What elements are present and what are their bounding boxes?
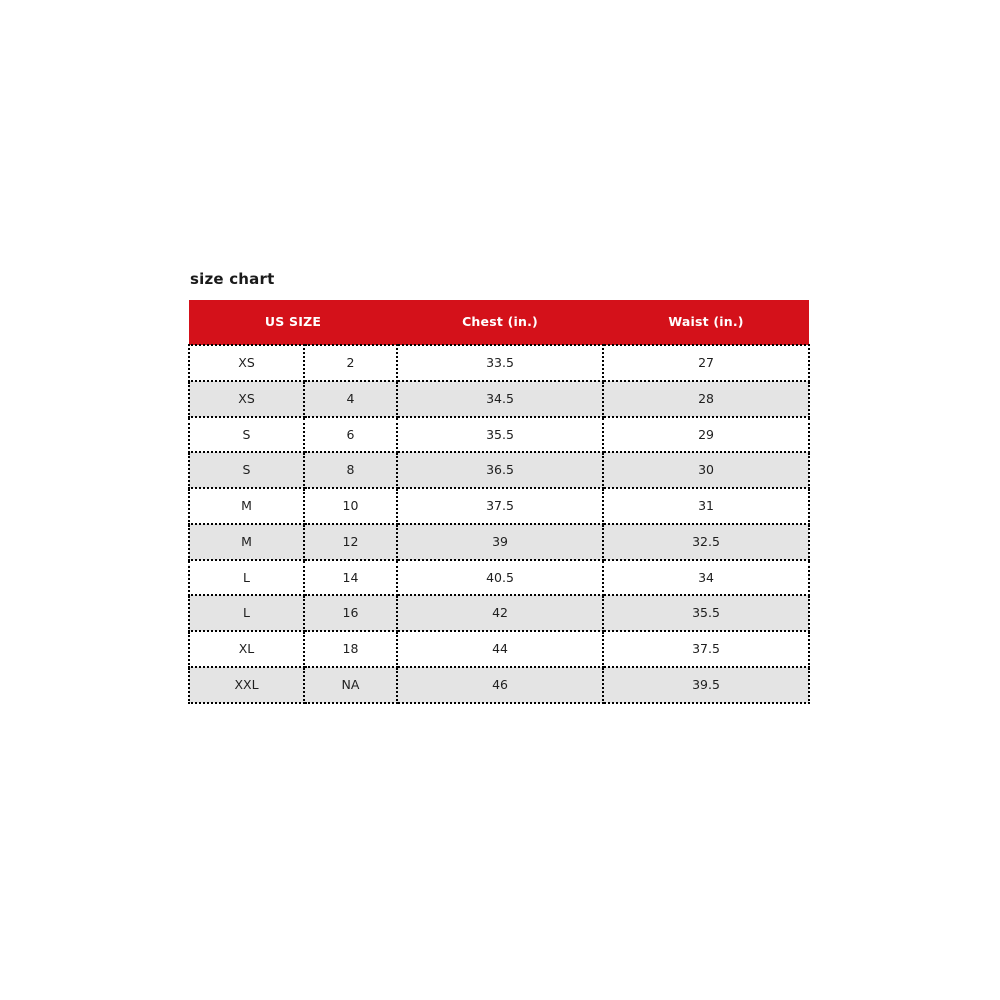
table-header: [189, 300, 809, 345]
table-row: [189, 417, 809, 453]
cell-waist: 37.5: [603, 631, 809, 667]
cell-size-number: 14: [304, 560, 397, 596]
cell-waist: 28: [603, 381, 809, 417]
cell-size-letter: L: [189, 560, 304, 596]
cell-size-letter: M: [189, 524, 304, 560]
page-title: size chart: [190, 270, 275, 288]
cell-size-number: 4: [304, 381, 397, 417]
cell-size-number: NA: [304, 667, 397, 703]
cell-chest: 40.5: [397, 560, 603, 596]
cell-size-number: 2: [304, 345, 397, 381]
header-row: [189, 300, 809, 345]
cell-size-letter: S: [189, 452, 304, 488]
cell-size-letter: XS: [189, 381, 304, 417]
table-row: [189, 667, 809, 703]
cell-size-letter: L: [189, 595, 304, 631]
table-row: [189, 488, 809, 524]
cell-waist: 29: [603, 417, 809, 453]
table-row: [189, 345, 809, 381]
cell-size-letter: XS: [189, 345, 304, 381]
cell-chest: 37.5: [397, 488, 603, 524]
cell-chest: 42: [397, 595, 603, 631]
cell-chest: 36.5: [397, 452, 603, 488]
table-row: [189, 381, 809, 417]
cell-waist: 39.5: [603, 667, 809, 703]
table-row: [189, 595, 809, 631]
cell-size-number: 12: [304, 524, 397, 560]
cell-chest: 46: [397, 667, 603, 703]
cell-waist: 34: [603, 560, 809, 596]
cell-waist: 35.5: [603, 595, 809, 631]
cell-size-letter: S: [189, 417, 304, 453]
cell-waist: 32.5: [603, 524, 809, 560]
cell-size-number: 10: [304, 488, 397, 524]
cell-size-letter: M: [189, 488, 304, 524]
cell-chest: 33.5: [397, 345, 603, 381]
size-chart-container: [188, 270, 808, 704]
column-header-chest: Chest (in.): [397, 300, 603, 345]
table-row: [189, 560, 809, 596]
cell-waist: 27: [603, 345, 809, 381]
cell-size-number: 16: [304, 595, 397, 631]
table-row: [189, 631, 809, 667]
cell-chest: 44: [397, 631, 603, 667]
cell-size-number: 8: [304, 452, 397, 488]
column-header-waist: Waist (in.): [603, 300, 809, 345]
size-chart-table: [188, 300, 810, 704]
table-row: [189, 524, 809, 560]
table-body: [189, 345, 809, 703]
cell-chest: 39: [397, 524, 603, 560]
cell-size-letter: XXL: [189, 667, 304, 703]
table-row: [189, 452, 809, 488]
cell-waist: 30: [603, 452, 809, 488]
cell-size-letter: XL: [189, 631, 304, 667]
column-header-us-size: US SIZE: [189, 300, 397, 345]
cell-size-number: 18: [304, 631, 397, 667]
cell-waist: 31: [603, 488, 809, 524]
cell-chest: 35.5: [397, 417, 603, 453]
cell-chest: 34.5: [397, 381, 603, 417]
cell-size-number: 6: [304, 417, 397, 453]
